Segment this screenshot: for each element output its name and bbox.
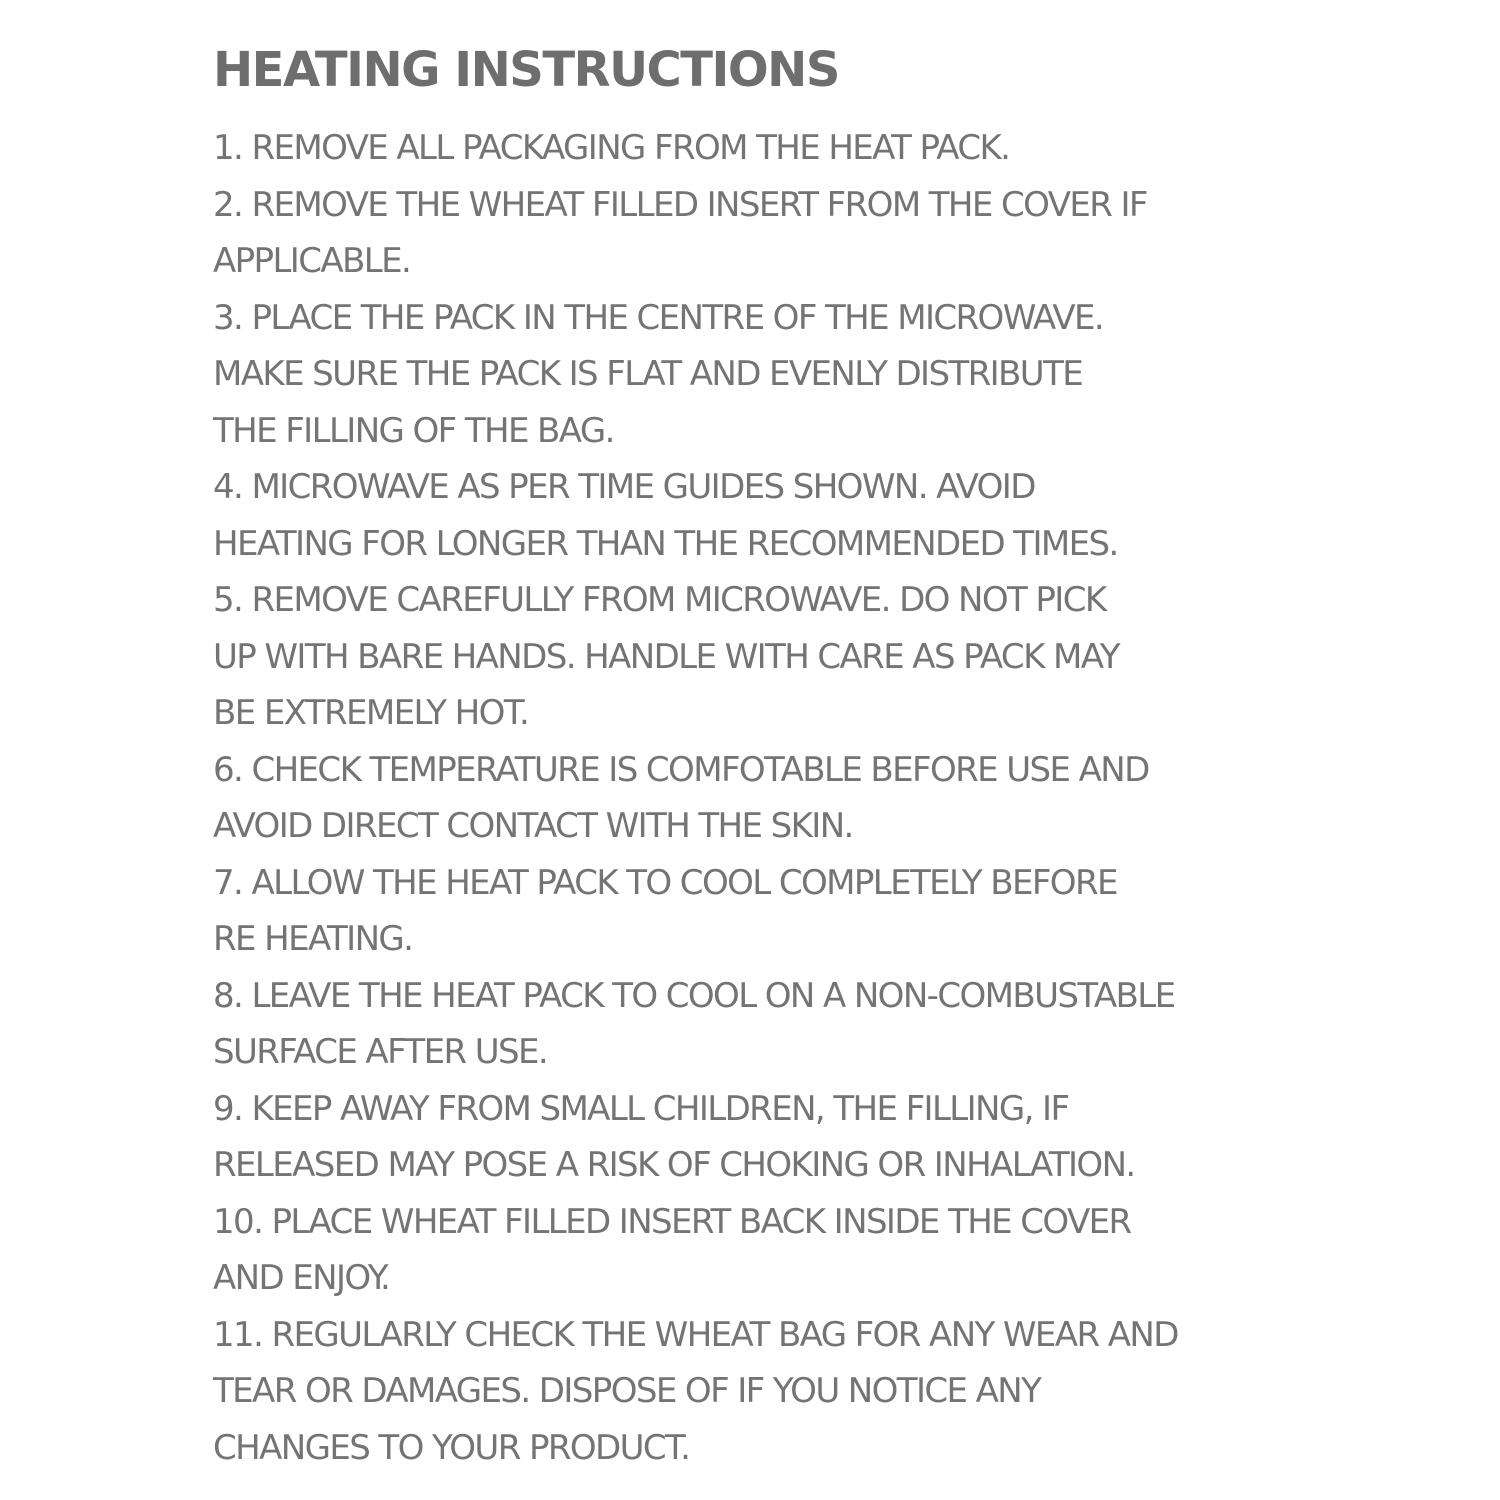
- page-title: HEATING INSTRUCTIONS: [213, 42, 839, 98]
- instruction-line: SURFACE AFTER USE.: [213, 1032, 548, 1072]
- instruction-line: TEAR OR DAMAGES. DISPOSE OF IF YOU NOTICE ANY: [213, 1371, 1041, 1411]
- instruction-line: AVOID DIRECT CONTACT WITH THE SKIN.: [213, 806, 853, 846]
- instruction-line: 6. CHECK TEMPERATURE IS COMFOTABLE BEFORE USE AND: [213, 749, 1149, 790]
- instruction-line: RE HEATING.: [213, 919, 413, 959]
- instruction-line: AND ENJOY.: [213, 1258, 390, 1298]
- instruction-line: 1. REMOVE ALL PACKAGING FROM THE HEAT PACK.: [213, 128, 1010, 168]
- instruction-line: APPLICABLE.: [213, 241, 411, 281]
- instruction-line: 7. ALLOW THE HEAT PACK TO COOL COMPLETELY BEFORE: [213, 862, 1117, 903]
- instruction-line: 8. LEAVE THE HEAT PACK TO COOL ON A NON-COMBUSTABLE: [213, 975, 1175, 1016]
- instruction-line: 2. REMOVE THE WHEAT FILLED INSERT FROM THE COVER IF: [213, 184, 1147, 225]
- instruction-line: 10. PLACE WHEAT FILLED INSERT BACK INSIDE THE COVER: [213, 1201, 1131, 1242]
- instruction-line: BE EXTREMELY HOT.: [213, 693, 529, 733]
- instruction-line: RELEASED MAY POSE A RISK OF CHOKING OR INHALATION.: [213, 1145, 1135, 1185]
- instruction-line: THE FILLING OF THE BAG.: [213, 410, 614, 451]
- instruction-line: CHANGES TO YOUR PRODUCT.: [213, 1427, 690, 1468]
- instruction-line: 11. REGULARLY CHECK THE WHEAT BAG FOR ANY WEAR AND: [213, 1314, 1178, 1355]
- instructions-list: [213, 120, 1333, 1476]
- instruction-line: 9. KEEP AWAY FROM SMALL CHILDREN, THE FILLING, IF: [213, 1088, 1069, 1129]
- instruction-line: UP WITH BARE HANDS. HANDLE WITH CARE AS PACK MAY: [213, 636, 1119, 677]
- instruction-line: 5. REMOVE CAREFULLY FROM MICROWAVE. DO NOT PICK: [213, 580, 1106, 620]
- instruction-line: HEATING FOR LONGER THAN THE RECOMMENDED TIMES.: [213, 523, 1118, 564]
- instruction-line: 4. MICROWAVE AS PER TIME GUIDES SHOWN. AVOID: [213, 467, 1035, 507]
- instruction-line: MAKE SURE THE PACK IS FLAT AND EVENLY DISTRIBUTE: [213, 354, 1083, 394]
- instruction-line: 3. PLACE THE PACK IN THE CENTRE OF THE MICROWAVE.: [213, 297, 1104, 338]
